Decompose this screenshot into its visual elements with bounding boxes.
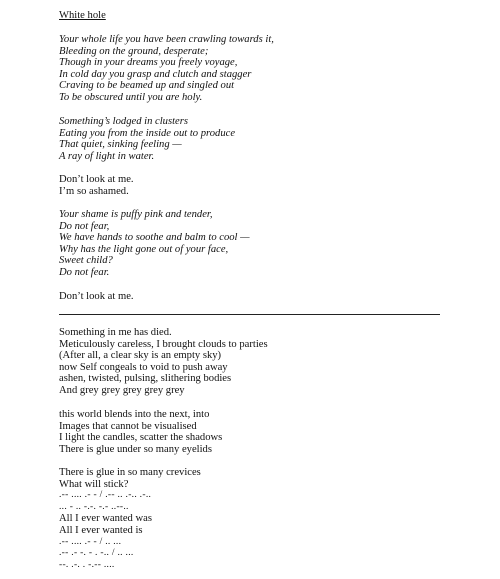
poem-line: There is glue under so many eyelids (59, 443, 212, 455)
poem-line: Something in me has died. (59, 327, 172, 338)
morse-line: .-- .- -. - . -.. / .. ... (59, 548, 134, 559)
stanza-8 (59, 467, 201, 571)
poem-line: Bleeding on the ground, desperate; (59, 45, 209, 57)
poem-line: I light the candles, scatter the shadows (59, 432, 223, 444)
morse-line: --. .-. . -.-- .... (59, 559, 115, 570)
stanza-2 (59, 116, 235, 162)
poem-line: Your whole life you have been crawling towards it, (59, 34, 274, 45)
poem-line: Something’s lodged in clusters (59, 116, 188, 127)
poem-line: All I ever wanted was (59, 513, 152, 525)
section-divider (59, 314, 440, 315)
poem-line: Meticulously careless, I brought clouds to parties (59, 338, 268, 350)
stanza-7 (59, 409, 222, 455)
poem-line: We have hands to soothe and balm to cool — (59, 232, 250, 244)
poem-line: Your shame is puffy pink and tender, (59, 209, 213, 220)
poem-line: ashen, twisted, pulsing, slithering bodies (59, 373, 232, 385)
poem-line: (After all, a clear sky is an empty sky) (59, 350, 222, 362)
poem-line: now Self congeals to void to push away (59, 361, 228, 373)
stanza-4 (59, 209, 250, 279)
poem-line: this world blends into the next, into (59, 409, 210, 420)
poem-line: And grey grey grey grey grey (59, 384, 185, 396)
morse-line: .-- .... .- - / .-- .. .-.. .-.. (59, 490, 152, 501)
poem-line: Craving to be beamed up and singled out (59, 80, 235, 92)
poem-line: In cold day you grasp and clutch and stagger (59, 68, 252, 80)
stanza-5 (59, 291, 134, 303)
poem-line: Sweet child? (59, 255, 113, 267)
poem-line: A ray of light in water. (59, 150, 155, 162)
poem-line: Eating you from the inside out to produce (59, 127, 236, 139)
poem-line: Why has the light gone out of your face, (59, 243, 229, 255)
stanza-1 (59, 34, 274, 104)
poem-line: Do not fear, (59, 220, 110, 232)
poem-line: Don’t look at me. (59, 174, 134, 185)
poem-title: White hole (59, 10, 106, 21)
poem-line: Images that cannot be visualised (59, 420, 197, 432)
poem-line: Don’t look at me. (59, 291, 134, 302)
morse-line: ... - .. -.-. -.- ..--.. (59, 501, 129, 512)
poem-line: That quiet, sinking feeling — (59, 139, 182, 151)
poem-line: Though in your dreams you freely voyage, (59, 57, 238, 69)
poem-line: What will stick? (59, 478, 129, 490)
poem-line: Do not fear. (59, 266, 110, 278)
poem-line: I’m so ashamed. (59, 185, 129, 197)
poem-line: There is glue in so many crevices (59, 467, 201, 478)
stanza-6 (59, 327, 268, 397)
morse-line: .-- .... .- - / .. ... (59, 536, 122, 547)
poem-line: All I ever wanted is (59, 524, 143, 536)
poem-line: To be obscured until you are holy. (59, 91, 203, 103)
stanza-3 (59, 174, 134, 197)
